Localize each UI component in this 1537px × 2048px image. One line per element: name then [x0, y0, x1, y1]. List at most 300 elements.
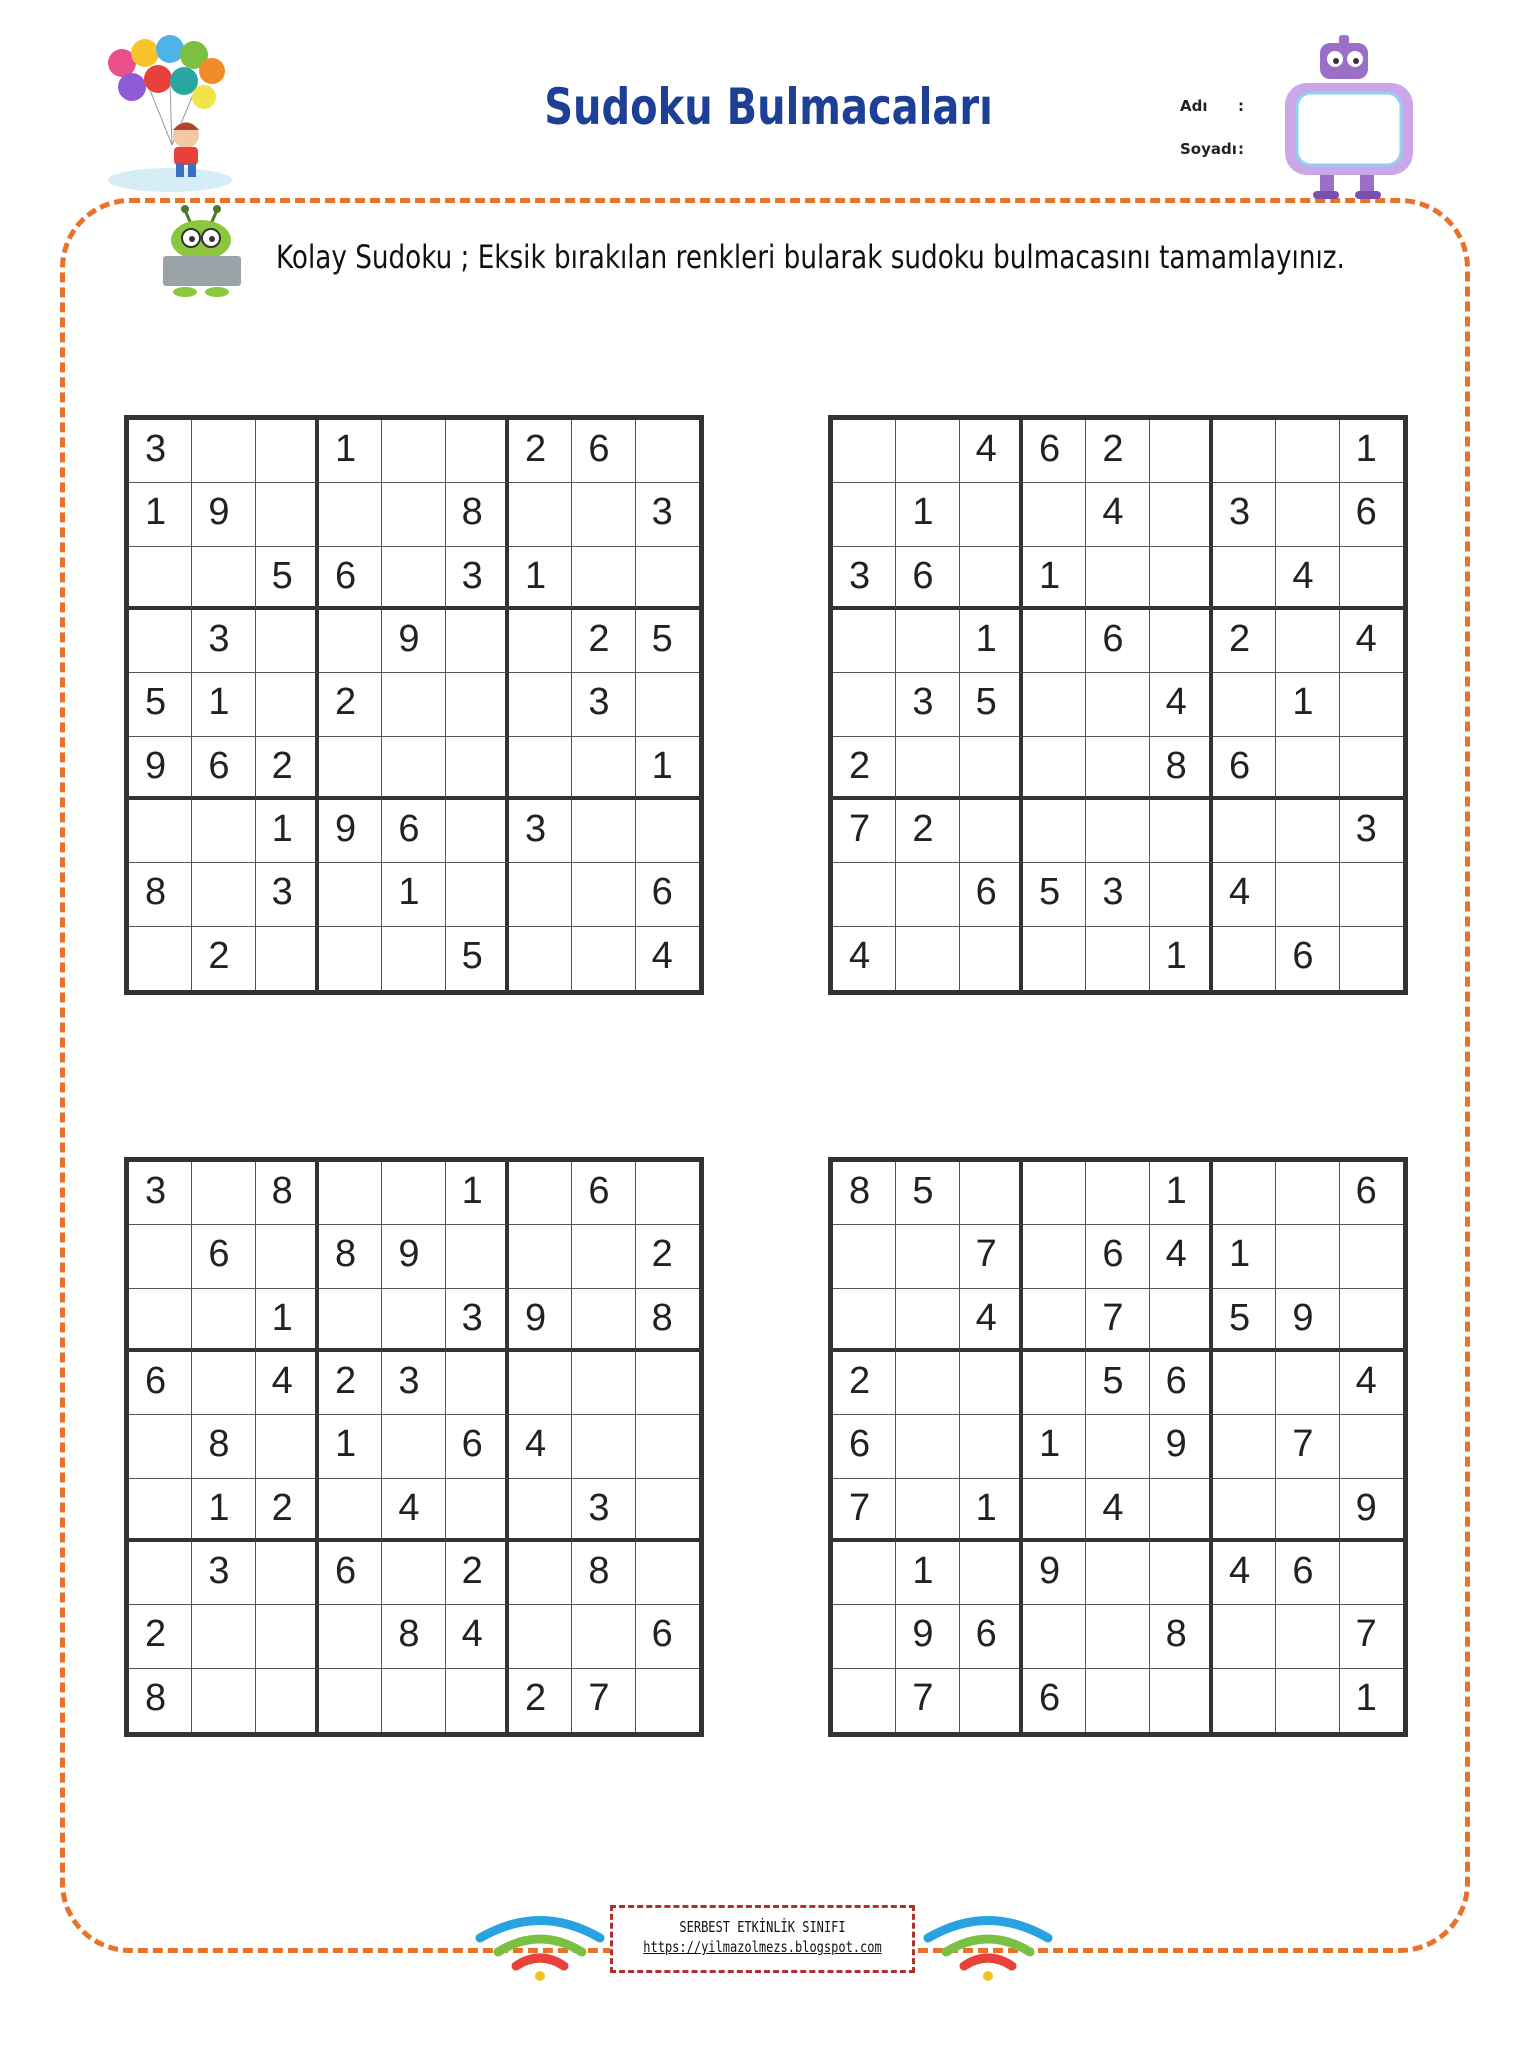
- sudoku-cell[interactable]: [446, 673, 509, 736]
- sudoku-cell: 8: [319, 1225, 382, 1288]
- sudoku-cell: 3: [382, 1352, 445, 1415]
- sudoku-cell: 4: [1213, 1542, 1276, 1605]
- sudoku-cell[interactable]: [1276, 610, 1339, 673]
- sudoku-cell[interactable]: [509, 673, 572, 736]
- surname-label: Soyadı: [1180, 140, 1237, 158]
- sudoku-cell[interactable]: [833, 863, 896, 926]
- sudoku-cell[interactable]: [1276, 1605, 1339, 1668]
- sudoku-grid-2: [828, 415, 1408, 995]
- sudoku-cell[interactable]: [382, 483, 445, 546]
- sudoku-cell: 4: [1086, 483, 1149, 546]
- sudoku-cell[interactable]: [1150, 420, 1213, 483]
- sudoku-cell: 9: [129, 737, 192, 800]
- sudoku-cell[interactable]: [129, 927, 192, 990]
- sudoku-cell[interactable]: [1276, 420, 1339, 483]
- sudoku-cell: 2: [256, 1479, 319, 1542]
- sudoku-cell[interactable]: [1023, 737, 1086, 800]
- sudoku-cell[interactable]: [1023, 927, 1086, 990]
- sudoku-cell: 6: [129, 1352, 192, 1415]
- sudoku-cell: 8: [1150, 737, 1213, 800]
- sudoku-cell: 1: [1150, 927, 1213, 990]
- sudoku-cell: 6: [1276, 1542, 1339, 1605]
- sudoku-cell[interactable]: [1150, 1542, 1213, 1605]
- sudoku-cell[interactable]: [572, 800, 635, 863]
- sudoku-cell[interactable]: [192, 1289, 255, 1352]
- sudoku-cell: 3: [833, 547, 896, 610]
- sudoku-cell: 1: [896, 483, 959, 546]
- sudoku-cell[interactable]: [896, 420, 959, 483]
- sudoku-cell[interactable]: [509, 1352, 572, 1415]
- sudoku-cell: 8: [382, 1605, 445, 1668]
- sudoku-cell: 1: [446, 1162, 509, 1225]
- sudoku-cell[interactable]: [509, 927, 572, 990]
- sudoku-cell[interactable]: [1340, 1542, 1403, 1605]
- sudoku-cell[interactable]: [1150, 800, 1213, 863]
- sudoku-cell[interactable]: [1023, 1225, 1086, 1288]
- sudoku-cell[interactable]: [896, 1415, 959, 1478]
- sudoku-cell: 6: [1150, 1352, 1213, 1415]
- sudoku-cell: 1: [192, 673, 255, 736]
- sudoku-cell[interactable]: [1023, 1352, 1086, 1415]
- sudoku-cell: 1: [960, 1479, 1023, 1542]
- sudoku-cell: 6: [1213, 737, 1276, 800]
- sudoku-cell: 8: [636, 1289, 699, 1352]
- sudoku-cell[interactable]: [1023, 1479, 1086, 1542]
- sudoku-cell: 8: [833, 1162, 896, 1225]
- sudoku-cell: 8: [256, 1162, 319, 1225]
- sudoku-cell: 6: [1086, 1225, 1149, 1288]
- sudoku-cell[interactable]: [636, 1479, 699, 1542]
- sudoku-cell[interactable]: [1023, 800, 1086, 863]
- sudoku-cell: 2: [129, 1605, 192, 1668]
- sudoku-cell[interactable]: [509, 1605, 572, 1668]
- sudoku-cell[interactable]: [896, 737, 959, 800]
- sudoku-cell: 1: [1355, 1676, 1377, 1719]
- sudoku-cell[interactable]: [446, 1479, 509, 1542]
- sudoku-cell[interactable]: [382, 1542, 445, 1605]
- sudoku-cell: 8: [192, 1415, 255, 1478]
- sudoku-cell[interactable]: [833, 483, 896, 546]
- sudoku-cell[interactable]: [1086, 1605, 1149, 1668]
- sudoku-cell: 8: [572, 1542, 635, 1605]
- sudoku-cell[interactable]: [636, 1352, 699, 1415]
- sudoku-cell[interactable]: [636, 1415, 699, 1478]
- sudoku-cell[interactable]: [833, 420, 896, 483]
- sudoku-cell[interactable]: [1150, 610, 1213, 673]
- sudoku-cell[interactable]: [636, 547, 699, 610]
- sudoku-cell: 1: [1023, 547, 1086, 610]
- sudoku-cell[interactable]: [509, 610, 572, 673]
- sudoku-cell: 5: [129, 673, 192, 736]
- sudoku-cell[interactable]: [1340, 927, 1403, 990]
- sudoku-cell: 1: [319, 420, 382, 483]
- sudoku-cell[interactable]: [256, 1605, 319, 1668]
- sudoku-cell[interactable]: [960, 1162, 1023, 1225]
- sudoku-cell: 6: [319, 547, 382, 610]
- sudoku-cell[interactable]: [1023, 673, 1086, 736]
- sudoku-cell[interactable]: [319, 610, 382, 673]
- sudoku-cell[interactable]: [1276, 737, 1339, 800]
- sudoku-cell[interactable]: [382, 547, 445, 610]
- sudoku-cell[interactable]: [1276, 800, 1339, 863]
- sudoku-cell: 3: [446, 1289, 509, 1352]
- sudoku-cell[interactable]: [509, 1225, 572, 1288]
- sudoku-cell[interactable]: [129, 1542, 192, 1605]
- sudoku-cell[interactable]: [319, 1669, 382, 1732]
- sudoku-cell[interactable]: [256, 610, 319, 673]
- sudoku-cell: 5: [636, 610, 699, 673]
- sudoku-cell: 7: [1340, 1605, 1403, 1668]
- sudoku-cell[interactable]: [1150, 1669, 1213, 1732]
- sudoku-cell: 2: [192, 927, 255, 990]
- sudoku-cell[interactable]: [896, 863, 959, 926]
- sudoku-cell: 4: [1276, 547, 1339, 610]
- sudoku-cell[interactable]: [572, 1415, 635, 1478]
- sudoku-cell[interactable]: [896, 1352, 959, 1415]
- sudoku-cell[interactable]: [1086, 1669, 1149, 1732]
- sudoku-cell: 2: [636, 1225, 699, 1288]
- sudoku-cell: 3: [509, 800, 572, 863]
- sudoku-cell[interactable]: [1276, 1225, 1339, 1288]
- sudoku-cell[interactable]: [1086, 1415, 1149, 1478]
- sudoku-cell[interactable]: [129, 1479, 192, 1542]
- sudoku-cell[interactable]: [446, 863, 509, 926]
- sudoku-cell: 9: [896, 1605, 959, 1668]
- sudoku-cell: 4: [651, 934, 673, 977]
- sudoku-cell[interactable]: [446, 610, 509, 673]
- sudoku-cell[interactable]: [636, 1669, 699, 1732]
- sudoku-cell: 8: [129, 863, 192, 926]
- sudoku-cell[interactable]: [192, 420, 255, 483]
- sudoku-cell[interactable]: [833, 673, 896, 736]
- sudoku-cell[interactable]: [192, 1162, 255, 1225]
- sudoku-cell: 9: [192, 483, 255, 546]
- sudoku-cell: 4: [446, 1605, 509, 1668]
- sudoku-cell[interactable]: [129, 800, 192, 863]
- sudoku-cell: 4: [1340, 610, 1403, 673]
- sudoku-cell[interactable]: [960, 800, 1023, 863]
- sudoku-cell: 3: [192, 610, 255, 673]
- sudoku-cell[interactable]: [1086, 673, 1149, 736]
- sudoku-cell[interactable]: [256, 1415, 319, 1478]
- name-colon: :: [1238, 97, 1244, 115]
- sudoku-cell[interactable]: [129, 1225, 192, 1288]
- sudoku-cell: 4: [960, 1289, 1023, 1352]
- sudoku-cell[interactable]: [1340, 1225, 1403, 1288]
- sudoku-cell: 6: [896, 547, 959, 610]
- sudoku-cell[interactable]: [1276, 863, 1339, 926]
- sudoku-grid-4: [828, 1157, 1408, 1737]
- sudoku-cell: 1: [1023, 1415, 1086, 1478]
- sudoku-cell[interactable]: [1213, 1669, 1276, 1732]
- sudoku-cell: 1: [636, 737, 699, 800]
- sudoku-grid-1: [124, 415, 704, 995]
- sudoku-cell[interactable]: [1086, 737, 1149, 800]
- sudoku-cell[interactable]: [1023, 610, 1086, 673]
- sudoku-cell[interactable]: [1086, 1542, 1149, 1605]
- sudoku-cell[interactable]: [256, 1225, 319, 1288]
- sudoku-cell[interactable]: [382, 420, 445, 483]
- sudoku-cell[interactable]: [1213, 927, 1276, 990]
- sudoku-cell[interactable]: [1150, 863, 1213, 926]
- sudoku-cell[interactable]: [572, 927, 635, 990]
- sudoku-cell: 6: [319, 1542, 382, 1605]
- sudoku-cell[interactable]: [129, 1289, 192, 1352]
- sudoku-cell[interactable]: [319, 1289, 382, 1352]
- sudoku-cell[interactable]: [509, 863, 572, 926]
- sudoku-cell[interactable]: [1213, 1605, 1276, 1668]
- sudoku-cell[interactable]: [1213, 1162, 1276, 1225]
- sudoku-cell: 3: [446, 547, 509, 610]
- sudoku-cell[interactable]: [1276, 1162, 1339, 1225]
- sudoku-cell[interactable]: [382, 737, 445, 800]
- sudoku-cell[interactable]: [833, 1669, 896, 1732]
- sudoku-cell: 6: [636, 1605, 699, 1668]
- sudoku-cell[interactable]: [1276, 1479, 1339, 1542]
- sudoku-cell[interactable]: [572, 863, 635, 926]
- sudoku-cell[interactable]: [446, 1225, 509, 1288]
- sudoku-cell: 6: [382, 800, 445, 863]
- sudoku-cell[interactable]: [192, 863, 255, 926]
- sudoku-cell: 9: [382, 610, 445, 673]
- sudoku-cell: 7: [960, 1225, 1023, 1288]
- alien-mascot-illustration: [155, 200, 250, 300]
- sudoku-cell[interactable]: [1213, 800, 1276, 863]
- sudoku-cell[interactable]: [509, 1162, 572, 1225]
- sudoku-cell[interactable]: [256, 673, 319, 736]
- sudoku-cell[interactable]: [256, 927, 319, 990]
- sudoku-cell[interactable]: [636, 1162, 699, 1225]
- sudoku-cell[interactable]: [1150, 483, 1213, 546]
- sudoku-cell[interactable]: [509, 483, 572, 546]
- sudoku-cell[interactable]: [636, 420, 699, 483]
- sudoku-cell[interactable]: [1150, 1479, 1213, 1542]
- sudoku-cell: 8: [446, 483, 509, 546]
- sudoku-grid-3: [124, 1157, 704, 1737]
- sudoku-cell[interactable]: [833, 1289, 896, 1352]
- sudoku-cell: 7: [896, 1669, 959, 1732]
- sudoku-cell: 3: [896, 673, 959, 736]
- sudoku-cell: 9: [1276, 1289, 1339, 1352]
- sudoku-cell[interactable]: [256, 1542, 319, 1605]
- sudoku-cell[interactable]: [1150, 547, 1213, 610]
- sudoku-cell: 4: [1086, 1479, 1149, 1542]
- sudoku-cell[interactable]: [509, 1542, 572, 1605]
- sudoku-cell[interactable]: [1340, 1415, 1403, 1478]
- sudoku-cell[interactable]: [896, 610, 959, 673]
- sudoku-cell[interactable]: [192, 800, 255, 863]
- sudoku-cell: 7: [1086, 1289, 1149, 1352]
- sudoku-cell: 1: [129, 483, 192, 546]
- sudoku-cell[interactable]: [129, 547, 192, 610]
- sudoku-cell[interactable]: [1340, 547, 1403, 610]
- sudoku-cell[interactable]: [129, 610, 192, 673]
- sudoku-cell[interactable]: [1213, 420, 1276, 483]
- sudoku-cell[interactable]: [319, 483, 382, 546]
- sudoku-cell: 3: [1213, 483, 1276, 546]
- footer-blog-link[interactable]: https://yilmazolmezs.blogspot.com: [643, 1938, 882, 1956]
- sudoku-cell[interactable]: [1086, 800, 1149, 863]
- sudoku-cell[interactable]: [256, 420, 319, 483]
- sudoku-cell: 1: [1150, 1162, 1213, 1225]
- sudoku-cell[interactable]: [1276, 1669, 1339, 1732]
- sudoku-cell: 2: [833, 737, 896, 800]
- sudoku-cell: 2: [896, 800, 959, 863]
- sudoku-cell: 5: [1023, 863, 1086, 926]
- sudoku-cell[interactable]: [572, 483, 635, 546]
- sudoku-cell[interactable]: [509, 737, 572, 800]
- sudoku-cell: 6: [1023, 1669, 1086, 1732]
- sudoku-cell[interactable]: [1276, 483, 1339, 546]
- sudoku-cell[interactable]: [572, 737, 635, 800]
- sudoku-cell[interactable]: [446, 1352, 509, 1415]
- sudoku-cell[interactable]: [319, 1162, 382, 1225]
- sudoku-cell: 9: [319, 800, 382, 863]
- sudoku-cell[interactable]: [960, 547, 1023, 610]
- sudoku-cell[interactable]: [192, 1605, 255, 1668]
- sudoku-cell[interactable]: [509, 1479, 572, 1542]
- sudoku-cell[interactable]: [382, 1289, 445, 1352]
- sudoku-cell: 5: [1213, 1289, 1276, 1352]
- sudoku-cell[interactable]: [636, 673, 699, 736]
- name-label: Adı: [1180, 97, 1208, 115]
- sudoku-cell: 9: [509, 1289, 572, 1352]
- sudoku-cell[interactable]: [382, 1162, 445, 1225]
- sudoku-cell: 1: [1276, 673, 1339, 736]
- sudoku-cell[interactable]: [636, 1542, 699, 1605]
- sudoku-cell[interactable]: [572, 547, 635, 610]
- sudoku-cell: 5: [256, 547, 319, 610]
- sudoku-cell[interactable]: [1340, 1289, 1403, 1352]
- sudoku-cell[interactable]: [382, 927, 445, 990]
- sudoku-cell: 9: [1150, 1415, 1213, 1478]
- sudoku-cell[interactable]: [1086, 1162, 1149, 1225]
- sudoku-cell: 6: [960, 1605, 1023, 1668]
- sudoku-cell[interactable]: [896, 1479, 959, 1542]
- sudoku-cell[interactable]: [572, 1605, 635, 1668]
- sudoku-cell: 1: [1213, 1225, 1276, 1288]
- sudoku-cell[interactable]: [192, 1669, 255, 1732]
- sudoku-cell: 3: [129, 420, 192, 483]
- sudoku-cell[interactable]: [1023, 1162, 1086, 1225]
- sudoku-cell: 2: [446, 1542, 509, 1605]
- sudoku-cell[interactable]: [446, 737, 509, 800]
- sudoku-cell[interactable]: [896, 1289, 959, 1352]
- sudoku-cell: 1: [192, 1479, 255, 1542]
- sudoku-cell: 3: [572, 673, 635, 736]
- sudoku-cell: 8: [1150, 1605, 1213, 1668]
- wifi-left-decoration: [470, 1908, 610, 1983]
- sudoku-cell[interactable]: [636, 800, 699, 863]
- sudoku-cell[interactable]: [446, 1669, 509, 1732]
- sudoku-cell: 6: [572, 1162, 635, 1225]
- sudoku-cell[interactable]: [382, 1415, 445, 1478]
- sudoku-cell[interactable]: [572, 1225, 635, 1288]
- sudoku-cell[interactable]: [1023, 483, 1086, 546]
- sudoku-cell[interactable]: [960, 1542, 1023, 1605]
- sudoku-cell[interactable]: [1340, 737, 1403, 800]
- sudoku-cell[interactable]: [896, 1225, 959, 1288]
- sudoku-cell: 9: [1340, 1479, 1403, 1542]
- sudoku-cell: 2: [256, 737, 319, 800]
- sudoku-cell: 2: [1213, 610, 1276, 673]
- sudoku-cell[interactable]: [1086, 547, 1149, 610]
- sudoku-cell: 3: [129, 1162, 192, 1225]
- sudoku-cell: 4: [256, 1352, 319, 1415]
- sudoku-cell[interactable]: [256, 1669, 319, 1732]
- sudoku-cell[interactable]: [896, 927, 959, 990]
- sudoku-cell: 6: [1276, 927, 1339, 990]
- sudoku-cell[interactable]: [1213, 1352, 1276, 1415]
- sudoku-cell[interactable]: [833, 1605, 896, 1668]
- sudoku-cell[interactable]: [833, 1225, 896, 1288]
- sudoku-cell[interactable]: [256, 483, 319, 546]
- sudoku-cell: 2: [572, 610, 635, 673]
- sudoku-cell[interactable]: [319, 737, 382, 800]
- sudoku-cell[interactable]: [319, 927, 382, 990]
- sudoku-cell[interactable]: [319, 1479, 382, 1542]
- sudoku-cell[interactable]: [960, 927, 1023, 990]
- sudoku-cell[interactable]: [960, 737, 1023, 800]
- footer-class-name: SERBEST ETKİNLİK SINIFI: [679, 1918, 846, 1936]
- sudoku-cell[interactable]: [960, 1352, 1023, 1415]
- sudoku-cell[interactable]: [192, 547, 255, 610]
- sudoku-cell[interactable]: [319, 863, 382, 926]
- sudoku-cell: 6: [192, 1225, 255, 1288]
- sudoku-cell: 5: [446, 927, 509, 990]
- sudoku-cell[interactable]: [1023, 1605, 1086, 1668]
- wifi-right-decoration: [918, 1908, 1058, 1983]
- sudoku-cell[interactable]: [833, 1542, 896, 1605]
- sudoku-cell[interactable]: [1213, 1415, 1276, 1478]
- sudoku-cell[interactable]: [129, 1415, 192, 1478]
- sudoku-cell[interactable]: [833, 610, 896, 673]
- sudoku-cell[interactable]: [1340, 863, 1403, 926]
- sudoku-cell[interactable]: [960, 483, 1023, 546]
- sudoku-cell[interactable]: [1086, 927, 1149, 990]
- sudoku-cell[interactable]: [1213, 1479, 1276, 1542]
- sudoku-cell[interactable]: [382, 673, 445, 736]
- sudoku-cell[interactable]: [960, 1669, 1023, 1732]
- sudoku-cell[interactable]: [319, 1605, 382, 1668]
- sudoku-cell: 9: [382, 1225, 445, 1288]
- sudoku-cell: 2: [319, 673, 382, 736]
- sudoku-cell: 2: [509, 1669, 572, 1732]
- sudoku-cell[interactable]: [1340, 673, 1403, 736]
- sudoku-cell: 1: [382, 863, 445, 926]
- sudoku-cell: 2: [319, 1352, 382, 1415]
- sudoku-cell[interactable]: [446, 800, 509, 863]
- sudoku-cell[interactable]: [1150, 1289, 1213, 1352]
- sudoku-cell[interactable]: [1023, 1289, 1086, 1352]
- sudoku-cell: 1: [1340, 420, 1403, 483]
- sudoku-cell: 4: [382, 1479, 445, 1542]
- sudoku-cell[interactable]: [382, 1669, 445, 1732]
- sudoku-cell: 3: [636, 483, 699, 546]
- sudoku-cell: 2: [1086, 420, 1149, 483]
- sudoku-cell[interactable]: [572, 1352, 635, 1415]
- sudoku-cell[interactable]: [1213, 547, 1276, 610]
- sudoku-cell: 3: [1340, 800, 1403, 863]
- sudoku-cell[interactable]: [1213, 673, 1276, 736]
- sudoku-cell[interactable]: [1276, 1352, 1339, 1415]
- sudoku-cell[interactable]: [960, 1415, 1023, 1478]
- sudoku-cell[interactable]: [572, 1289, 635, 1352]
- sudoku-cell[interactable]: [192, 1352, 255, 1415]
- sudoku-cell: 8: [129, 1669, 192, 1732]
- surname-colon: :: [1238, 140, 1244, 158]
- sudoku-cell[interactable]: [446, 420, 509, 483]
